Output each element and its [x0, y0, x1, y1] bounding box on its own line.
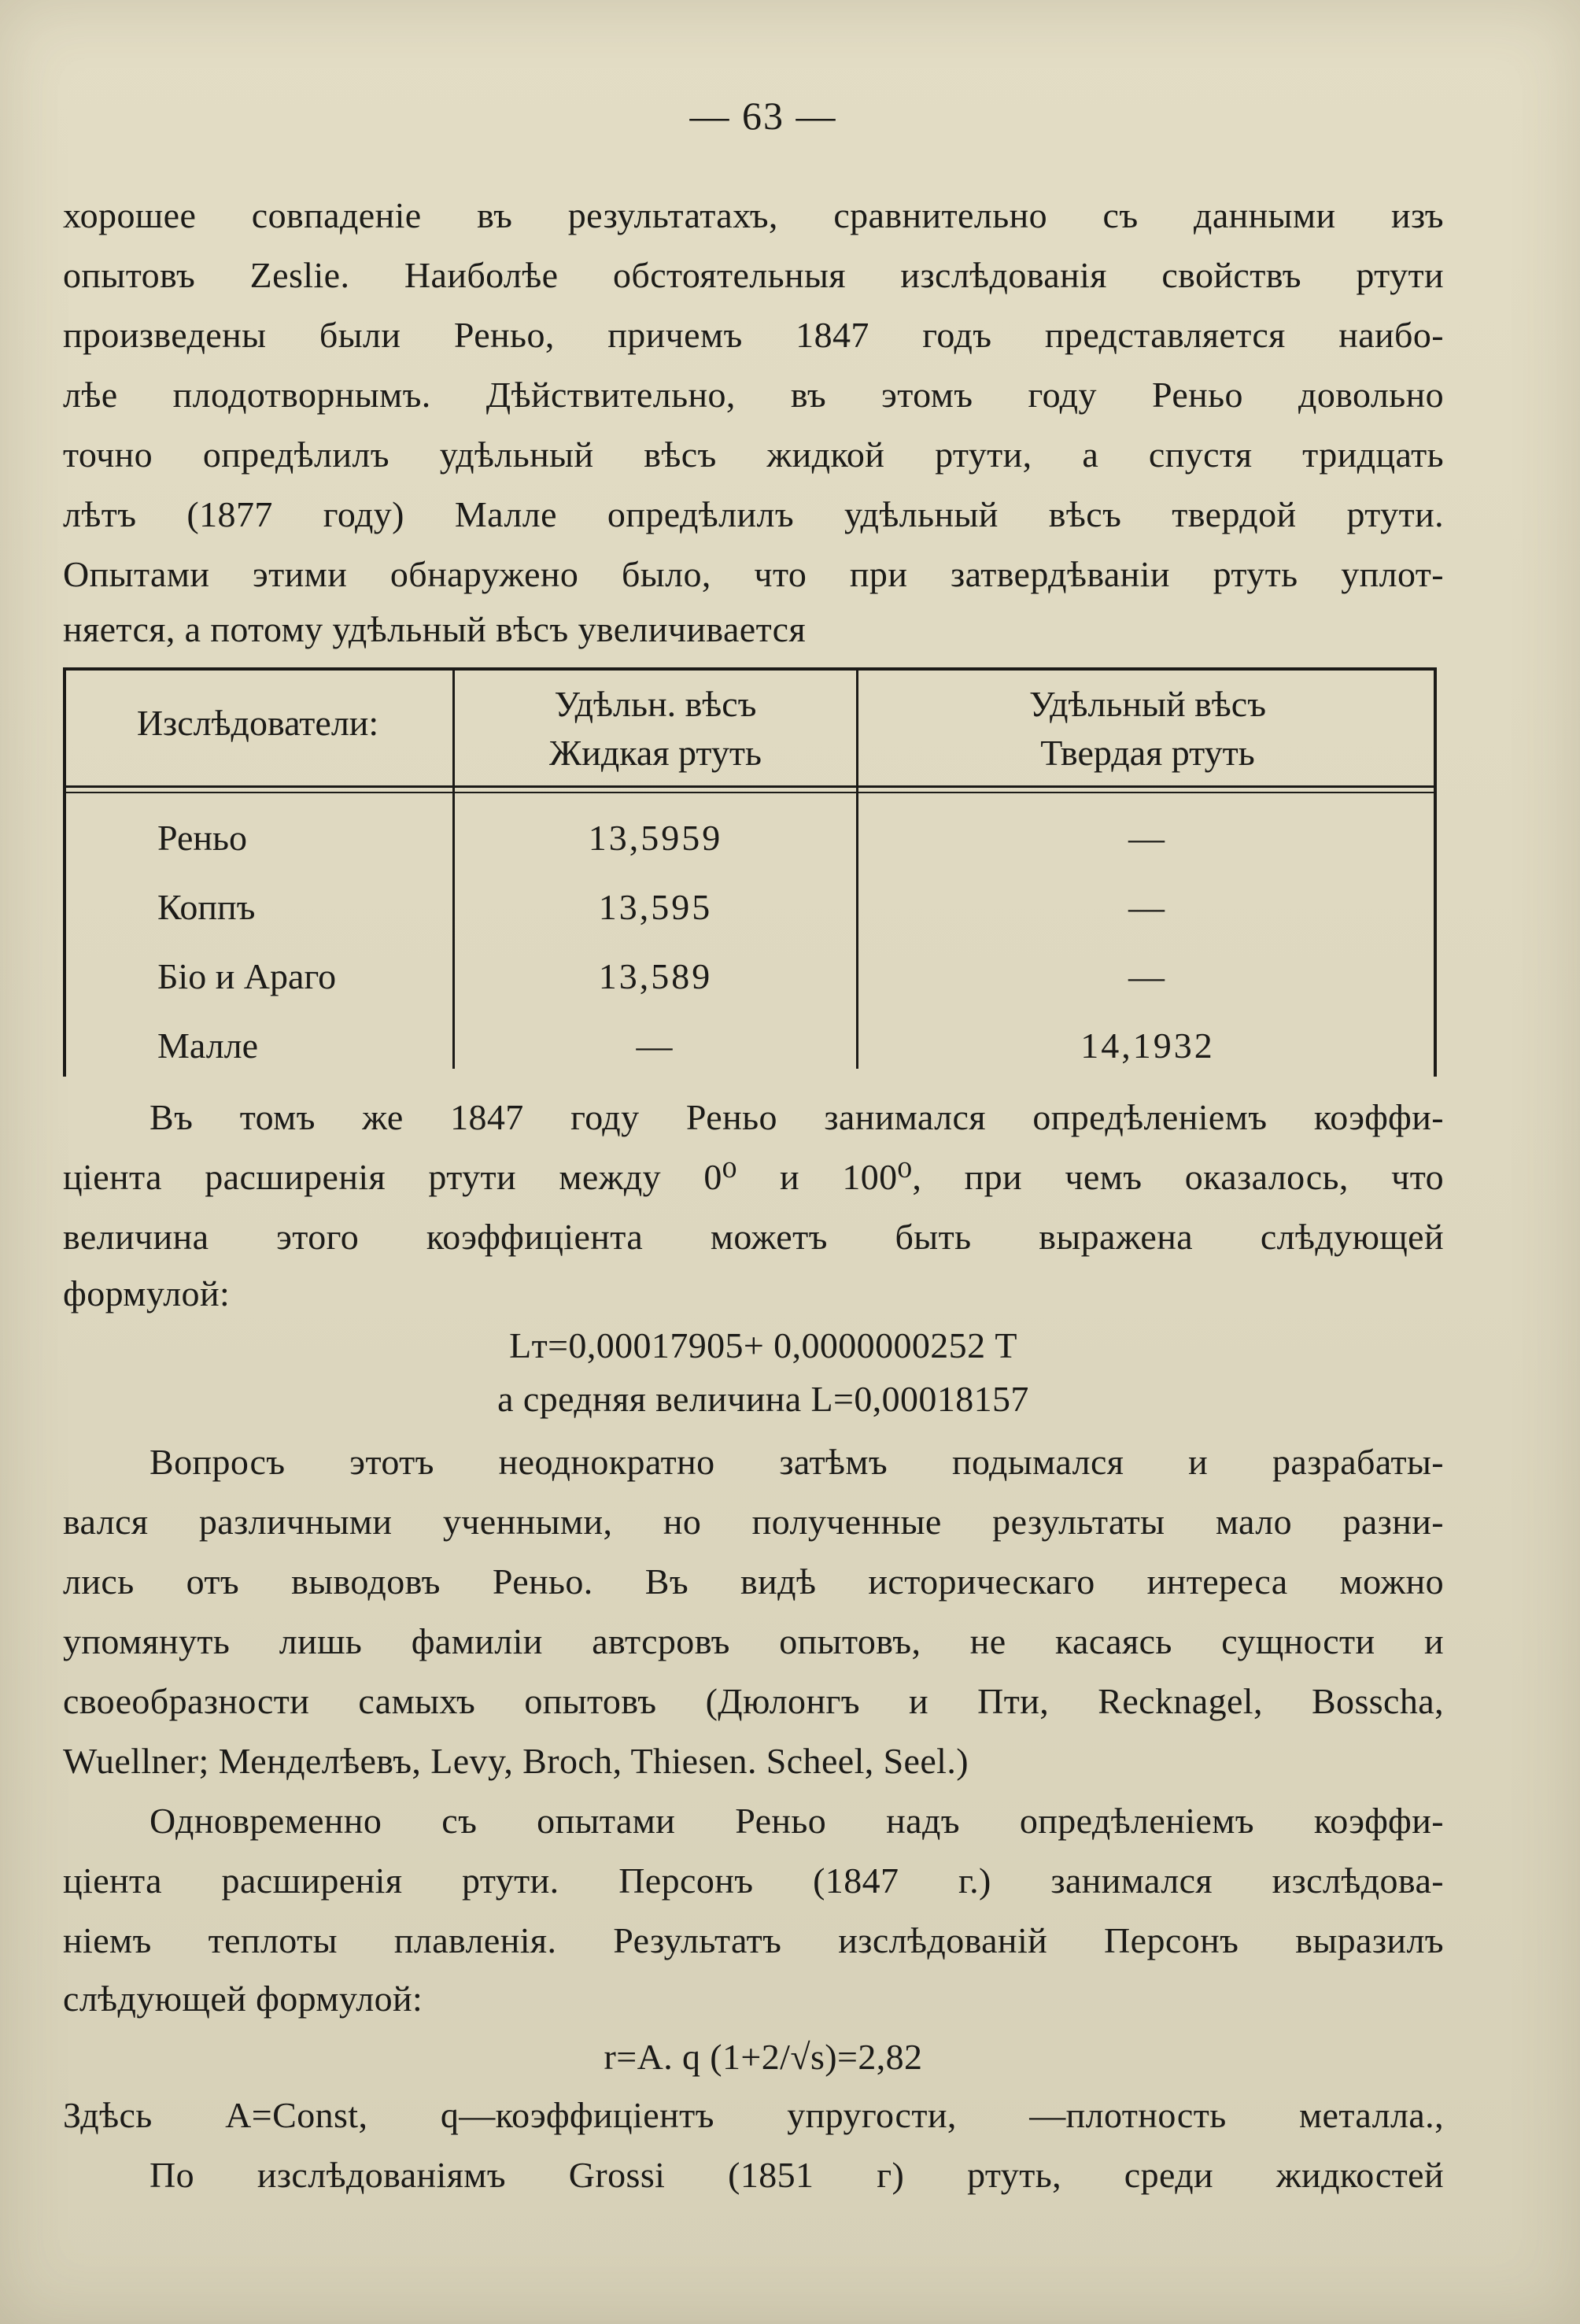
paragraph-line: няется, а потому удѣльный вѣсъ увеличивается	[63, 609, 807, 649]
paragraph-line: величина этого коэффиціента можетъ быть выражена слѣдующей	[63, 1217, 1444, 1257]
table-header-solid-line2: Твердая ртуть	[1040, 733, 1255, 773]
table-header-researchers: Изслѣдователи:	[136, 703, 379, 743]
paragraph-line: Вопросъ этотъ неоднократно затѣмъ подымался и разрабаты-	[150, 1442, 1444, 1482]
paragraph-line: ціента расширенія ртути между 0⁰ и 100⁰, при чемъ оказалось, что	[63, 1157, 1444, 1197]
table-header-liquid-line2: Жидкая ртуть	[549, 733, 762, 773]
specific-gravity-table	[63, 667, 1437, 1077]
paragraph-line: своеобразности самыхъ опытовъ (Дюлонгъ и Пти, Recknagel, Bosscha,	[63, 1681, 1444, 1721]
paragraph-line: Здѣсь A=Const, q—коэффиціентъ упругости, —плотность металла.,	[63, 2095, 1444, 2135]
paragraph-line: Одновременно съ опытами Реньо надъ опредѣленіемъ коэффи-	[150, 1801, 1444, 1841]
table-rule	[63, 667, 1437, 671]
table-cell-researcher: Реньо	[157, 818, 247, 858]
paragraph-line: ціента расширенія ртути. Персонъ (1847 г.) занимался изслѣдова-	[63, 1860, 1444, 1901]
paragraph-line: ніемъ теплоты плавленія. Результатъ изслѣдованій Персонъ выразилъ	[63, 1920, 1444, 1960]
paragraph-line: вался различными ученными, но полученные результаты мало разни-	[63, 1502, 1444, 1542]
table-header-solid-line1: Удѣльный вѣсъ	[1029, 684, 1266, 724]
paragraph-line: Опытами этими обнаружено было, что при затвердѣваніи ртуть уплот-	[63, 554, 1444, 594]
table-cell-liquid: 13,595	[598, 887, 713, 927]
table-rule	[63, 792, 1437, 793]
formula-melting-heat: r=A. q (1+2/√s)=2,82	[604, 2037, 923, 2077]
paragraph-line: лись отъ выводовъ Реньо. Въ видѣ историческаго интереса можно	[63, 1561, 1444, 1602]
paragraph-line: формулой:	[63, 1273, 231, 1313]
paragraph-line: Въ томъ же 1847 году Реньо занимался опредѣленіемъ коэффи-	[150, 1097, 1444, 1137]
table-cell-researcher: Біо и Араго	[157, 956, 337, 996]
table-header-solid	[858, 680, 1437, 778]
table-cell-solid: —	[1128, 818, 1167, 858]
table-rule	[63, 785, 1437, 788]
table-header-liquid-line1: Удѣльн. вѣсъ	[554, 684, 757, 724]
paragraph-line: Wuellner; Менделѣевъ, Levy, Broch, Thiesen. Scheel, Seel.)	[63, 1741, 969, 1781]
paragraph-line: лѣтъ (1877 году) Малле опредѣлилъ удѣльный вѣсъ твердой ртути.	[63, 494, 1444, 534]
table-cell-researcher: Малле	[157, 1025, 259, 1066]
page-number: — 63 —	[689, 94, 837, 138]
paragraph-line: По изслѣдованіямъ Grossi (1851 г) ртуть, среди жидкостей	[150, 2155, 1444, 2195]
paragraph-line: точно опредѣлилъ удѣльный вѣсъ жидкой ртути, а спустя тридцать	[63, 434, 1444, 475]
paragraph-line: произведены были Реньо, причемъ 1847 годъ представляется наибо-	[63, 315, 1444, 355]
paragraph-line: упомянуть лишь фамиліи автсровъ опытовъ, не касаясь сущности и	[63, 1621, 1444, 1661]
table-header-liquid	[455, 680, 856, 778]
table-cell-solid: —	[1128, 956, 1167, 996]
paragraph-line: лѣе плодотворнымъ. Дѣйствительно, въ этомъ году Реньо довольно	[63, 375, 1444, 415]
table-cell-liquid: 13,5959	[588, 818, 723, 858]
formula-expansion: Lт=0,00017905+ 0,0000000252 T	[509, 1325, 1017, 1365]
table-cell-liquid: —	[636, 1025, 675, 1066]
table-cell-liquid: 13,589	[598, 956, 713, 996]
table-cell-solid: 14,1932	[1080, 1025, 1215, 1066]
formula-mean-value: а средняя величина L=0,00018157	[497, 1379, 1029, 1419]
paragraph-line: хорошее совпаденіе въ результатахъ, сравнительно съ данными изъ	[63, 195, 1444, 235]
paragraph-line: слѣдующей формулой:	[63, 1979, 423, 2019]
paragraph-line: опытовъ Zeslie. Наиболѣе обстоятельныя изслѣдованія свойствъ ртути	[63, 255, 1444, 295]
table-cell-solid: —	[1128, 887, 1167, 927]
table-cell-researcher: Коппъ	[157, 887, 256, 927]
